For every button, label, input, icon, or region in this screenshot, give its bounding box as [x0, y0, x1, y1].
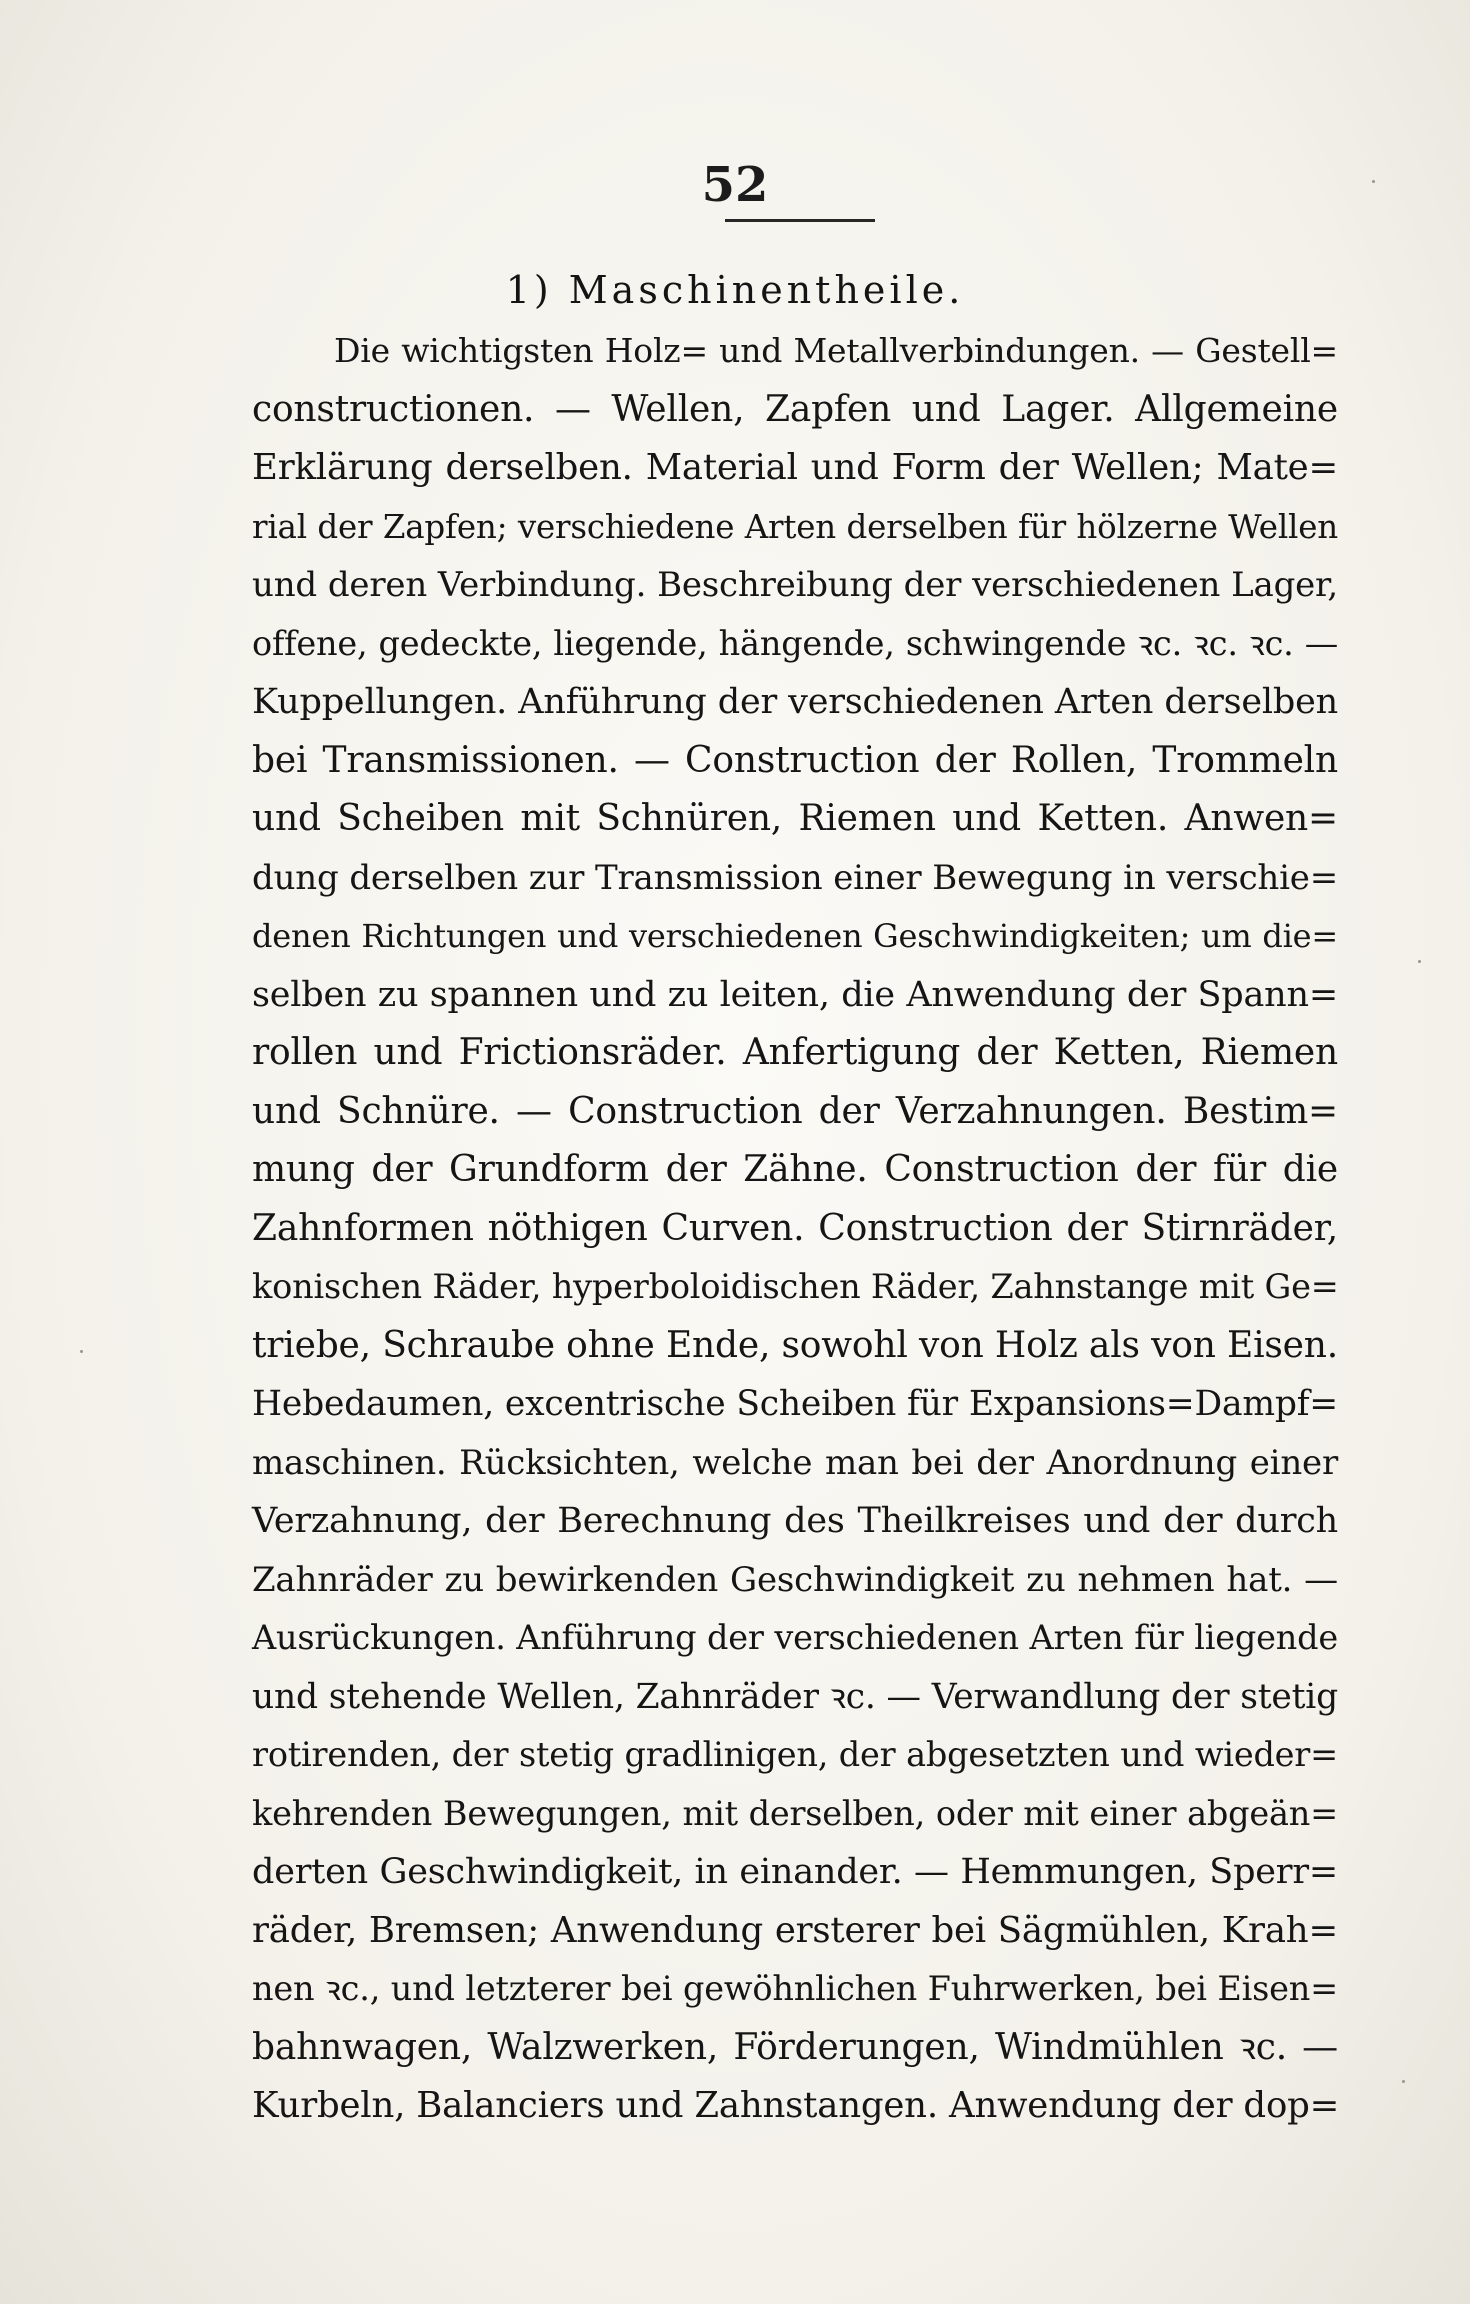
text-line: Zahnräder zu bewirkenden Geschwindigkeit zu nehmen hat. —: [252, 1559, 1338, 1600]
text-line: Zahnformen nöthigen Curven. Construction der Stirnräder,: [252, 1207, 1338, 1249]
section-heading: 1) Maschinentheile.: [505, 268, 965, 312]
text-line: Ausrückungen. Anführung der verschiedenen Arten für liegende: [252, 1618, 1338, 1657]
text-line: bei Transmissionen. — Construction der Rollen, Trommeln: [252, 739, 1338, 781]
text-line: Die wichtigsten Holz= und Metallverbindungen. — Gestell=: [334, 331, 1338, 370]
paper-speck: [80, 1350, 83, 1353]
text-line: mung der Grundform der Zähne. Construction der für die: [252, 1149, 1338, 1190]
text-line: selben zu spannen und zu leiten, die Anwendung der Spann=: [252, 974, 1338, 1015]
text-line: kehrenden Bewegungen, mit derselben, oder mit einer abgeän=: [252, 1793, 1338, 1833]
text-line: Verzahnung, der Berechnung des Theilkreises und der durch: [252, 1501, 1338, 1541]
text-line: und deren Verbindung. Beschreibung der verschiedenen Lager,: [252, 565, 1338, 605]
text-line: offene, gedeckte, liegende, hängende, schwingende ꝛc. ꝛc. ꝛc. —: [252, 623, 1338, 663]
text-line: Erklärung derselben. Material und Form der Wellen; Mate=: [252, 447, 1338, 488]
text-line: maschinen. Rücksichten, welche man bei der Anordnung einer: [252, 1442, 1338, 1483]
paper-speck: [1372, 180, 1375, 183]
text-line: rollen und Frictionsräder. Anfertigung der Ketten, Riemen: [252, 1032, 1338, 1073]
text-line: triebe, Schraube ohne Ende, sowohl von Holz als von Eisen.: [252, 1324, 1338, 1366]
paper-speck: [1418, 960, 1421, 963]
text-line: konischen Räder, hyperboloidischen Räder, Zahnstange mit Ge=: [252, 1267, 1339, 1306]
text-line: und Scheiben mit Schnüren, Riemen und Ketten. Anwen=: [252, 798, 1338, 839]
text-line: rial der Zapfen; verschiedene Arten derselben für hölzerne Wellen: [252, 507, 1338, 546]
text-line: und Schnüre. — Construction der Verzahnungen. Bestim=: [252, 1090, 1338, 1132]
text-line: Kurbeln, Balanciers und Zahnstangen. Anwendung der dop=: [252, 2085, 1340, 2126]
body-text: [252, 322, 1338, 2136]
text-line: derten Geschwindigkeit, in einander. — Hemmungen, Sperr=: [252, 1852, 1338, 1892]
text-line: rotirenden, der stetig gradlinigen, der abgesetzten und wieder=: [252, 1735, 1338, 1774]
paper-speck: [1402, 2080, 1405, 2083]
text-line: nen ꝛc., und letzterer bei gewöhnlichen Fuhrwerken, bei Eisen=: [252, 1969, 1338, 2008]
text-line: denen Richtungen und verschiedenen Geschwindigkeiten; um die=: [252, 917, 1338, 955]
text-line: bahnwagen, Walzwerken, Förderungen, Windmühlen ꝛc. —: [252, 2026, 1338, 2068]
text-line: constructionen. — Wellen, Zapfen und Lager. Allgemeine: [252, 388, 1338, 430]
text-line: Hebedaumen, excentrische Scheiben für Expansions=Dampf=: [252, 1384, 1338, 1424]
text-line: räder, Bremsen; Anwendung ersterer bei Sägmühlen, Krah=: [252, 1909, 1338, 1951]
text-line: dung derselben zur Transmission einer Bewegung in verschie=: [252, 857, 1338, 898]
text-line: Kuppellungen. Anführung der verschiedenen Arten derselben: [252, 682, 1338, 722]
page-number-rule: [725, 219, 875, 222]
page-number: 52: [701, 157, 769, 213]
text-line: und stehende Wellen, Zahnräder ꝛc. — Verwandlung der stetig: [252, 1676, 1338, 1717]
